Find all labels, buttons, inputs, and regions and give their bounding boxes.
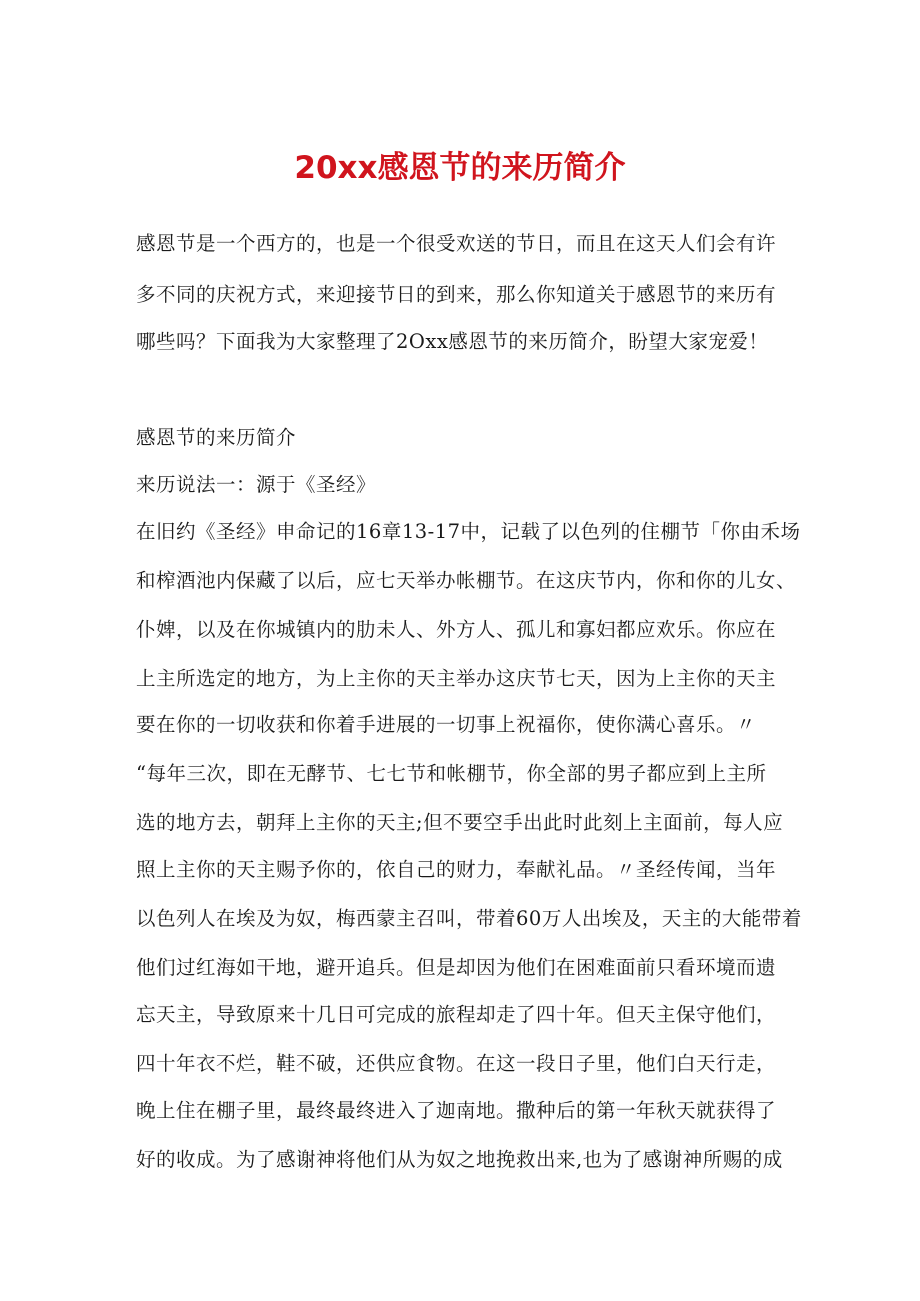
subheading: 来历说法一：源于《圣经》: [136, 473, 377, 496]
document-title: [0, 146, 920, 190]
body-line-13: 晚上住在棚子里，最终最终进入了迦南地。撒种后的第一年秋天就获得了: [136, 1099, 777, 1122]
body-line-4: 上主所选定的地方，为上主你的天主举办这庆节七天，因为上主你的天主: [136, 667, 777, 690]
intro-line-3: 哪些吗？下面我为大家整理了2Oxx感恩节的来历简介，盼望大家宠爱！: [136, 330, 769, 353]
body-line-2: 和榨酒池内保藏了以后，应七天举办帐棚节。在这庆节内，你和你的儿女、: [136, 569, 797, 592]
body-line-8: 照上主你的天主赐予你的，依自己的财力，奉献礼品。〃圣经传闻，当年: [136, 858, 777, 881]
body-line-14: 好的收成。为了感谢神将他们从为奴之地挽救出来,也为了感谢神所赐的成: [136, 1148, 783, 1171]
title-year: 20xx: [294, 150, 378, 186]
body-line-10: 他们过红海如干地，避开追兵。但是却因为他们在困难面前只看环境而遗: [136, 956, 777, 979]
body-line-5: 要在你的一切收获和你着手进展的一切事上祝福你，使你满心喜乐。〃: [136, 713, 757, 736]
body-line-7: 选的地方去，朝拜上主你的天主;但不要空手出此时此刻上主面前，每人应: [136, 811, 784, 834]
body-line-12: 四十年衣不烂，鞋不破，还供应食物。在这一段日子里，他们白天行走，: [136, 1052, 777, 1075]
section-heading: 感恩节的来历简介: [136, 426, 297, 449]
body-line-9: 以色列人在埃及为奴，梅西蒙主召叫，带着60万人出埃及，天主的大能带着: [136, 907, 802, 930]
title-text: 感恩节的来历简介: [377, 150, 626, 186]
body-line-3: 仆婢，以及在你城镇内的肋未人、外方人、孤儿和寡妇都应欢乐。你应在: [136, 618, 777, 641]
body-line-6: “每年三次，即在无酵节、七七节和帐棚节，你全部的男子都应到上主所: [136, 762, 767, 785]
intro-line-1: 感恩节是一个西方的，也是一个很受欢送的节日，而且在这天人们会有许: [136, 232, 777, 255]
body-line-11: 忘天主，导致原来十几日可完成的旅程却走了四十年。但天主保守他们，: [136, 1003, 777, 1026]
intro-line-2: 多不同的庆祝方式，来迎接节日的到来，那么你知道关于感恩节的来历有: [136, 283, 777, 306]
body-line-1: 在旧约《圣经》申命记的16章13-17中，记载了以色列的住棚节「你由禾场: [136, 520, 801, 543]
